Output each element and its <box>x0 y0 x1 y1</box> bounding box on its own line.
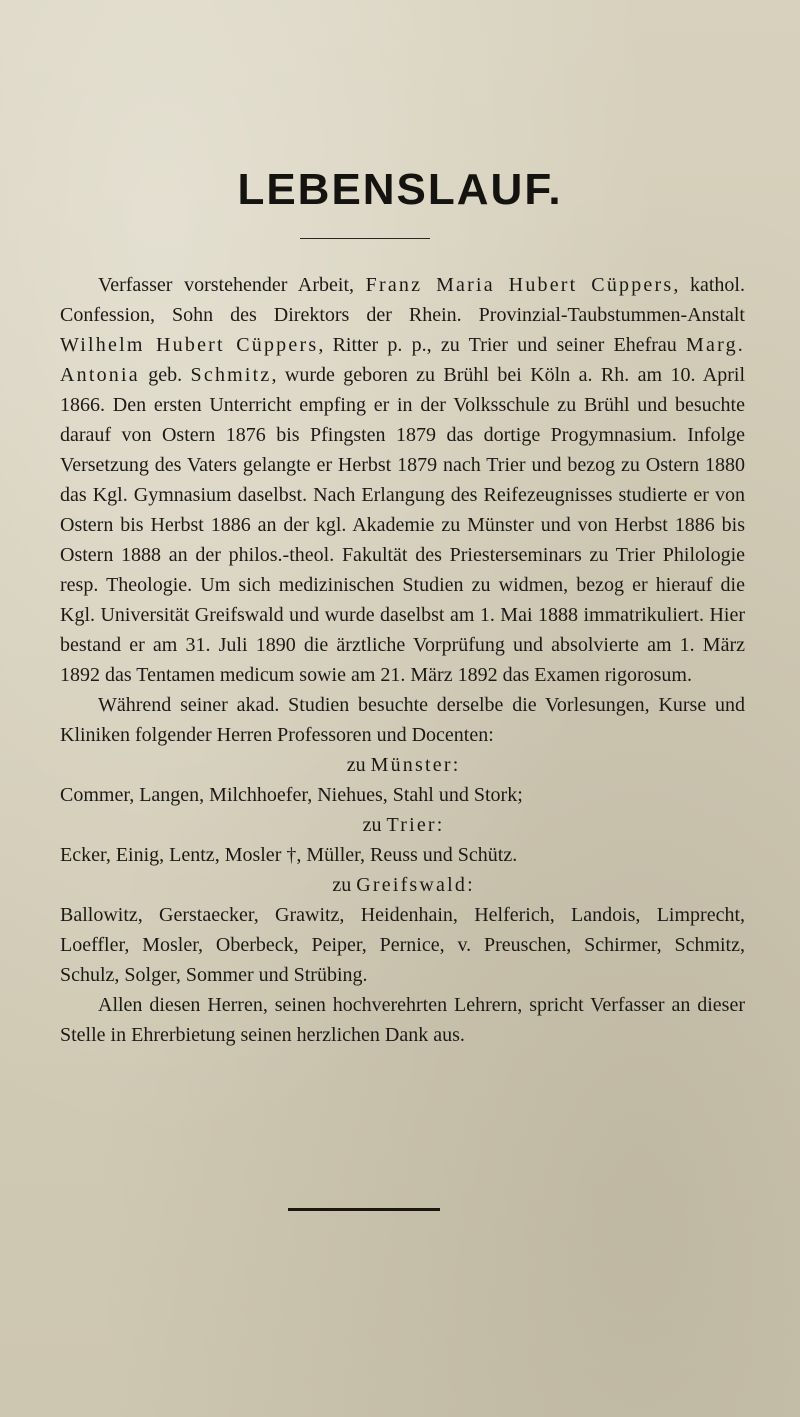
professor-list-greifswald: Ballowitz, Gerstaecker, Grawitz, Heidenhain, Helferich, Landois, Limprecht, Loeffler, Mosler, Oberbeck, Peiper, Pernice, v. Preuschen, Schirmer, Schmitz, Schulz, Solger, Sommer und Strübing. <box>60 904 745 986</box>
location-prefix: zu <box>362 814 387 836</box>
page-title: LEBENSLAUF. <box>237 165 563 214</box>
text-segment: , wurde geboren zu Brühl bei Köln a. Rh. am 10. April 1866. Den ersten Unterricht empfing er in der Volksschule zu Brühl und besuchte darauf von Ostern 1876 bis Pfingsten 1879 das dortige Progymnasium. Infolge Versetzung des Vaters gelangte er Herbst 1879 nach Trier und bezog zu Ostern 1880 das Kgl. Gymnasium daselbst. Nach Erlangung des Reifezeugnisses studierte er von Ostern bis Herbst 1886 an der kgl. Akademie zu Münster und von Herbst 1886 bis Ostern 1888 an der philos.-theol. Fakultät des Priesterseminars zu Trier Philologie resp. Theologie. Um sich medizinischen Studien zu widmen, bezog er hierauf die Kgl. Universität Greifswald und wurde daselbst am 1. Mai 1888 immatrikuliert. Hier bestand er am 31. Juli 1890 die ärztliche Vorprüfung und absolvierte am 1. März 1892 das Tentamen medicum sowie am 21. März 1892 das Examen rigorosum. <box>60 364 745 686</box>
author-name: Franz Maria Hubert Cüppers <box>365 274 674 296</box>
location-heading-greifswald <box>60 870 745 900</box>
location-name: Trier <box>386 814 437 836</box>
location-name: Greifswald <box>356 874 468 896</box>
location-heading-muenster <box>60 750 745 780</box>
mother-maiden-name: Schmitz <box>190 364 272 386</box>
professor-list-muenster: Commer, Langen, Milchhoefer, Niehues, Stahl und Stork; <box>60 784 523 806</box>
text-segment: geb. <box>139 364 191 386</box>
father-name: Wilhelm Hubert Cüppers <box>60 334 319 356</box>
location-heading-trier <box>60 810 745 840</box>
text-segment: Verfasser vorstehender Arbeit, <box>98 274 366 296</box>
text-segment: , Ritter p. p., zu Trier und seiner Ehefrau <box>318 334 687 356</box>
title-divider <box>300 238 430 239</box>
acknowledgement-paragraph: Allen diesen Herren, seinen hochverehrten Lehrern, spricht Verfasser an dieser Stelle in Ehrerbietung seinen herzlichen Dank aus. <box>60 994 745 1046</box>
text-segment: , kathol. Confession, Sohn des Direktors der Rhein. Provinzial-Taubstummen-Anstalt <box>60 274 745 326</box>
studies-paragraph: Während seiner akad. Studien besuchte derselbe die Vorlesungen, Kurse und Kliniken folgender Herren Professoren und Docenten: <box>60 694 745 746</box>
biography-paragraph <box>60 270 745 690</box>
location-name: Münster <box>370 754 453 776</box>
location-prefix: zu <box>346 754 371 776</box>
location-suffix: : <box>452 754 459 776</box>
document-body <box>60 270 745 1050</box>
closing-divider <box>288 1208 440 1211</box>
professor-list-trier: Ecker, Einig, Lentz, Mosler †, Müller, Reuss und Schütz. <box>60 844 518 866</box>
mother-name: Marg. Antonia <box>60 334 746 386</box>
location-suffix: : <box>467 874 473 896</box>
location-suffix: : <box>436 814 443 836</box>
location-prefix: zu <box>332 874 357 896</box>
